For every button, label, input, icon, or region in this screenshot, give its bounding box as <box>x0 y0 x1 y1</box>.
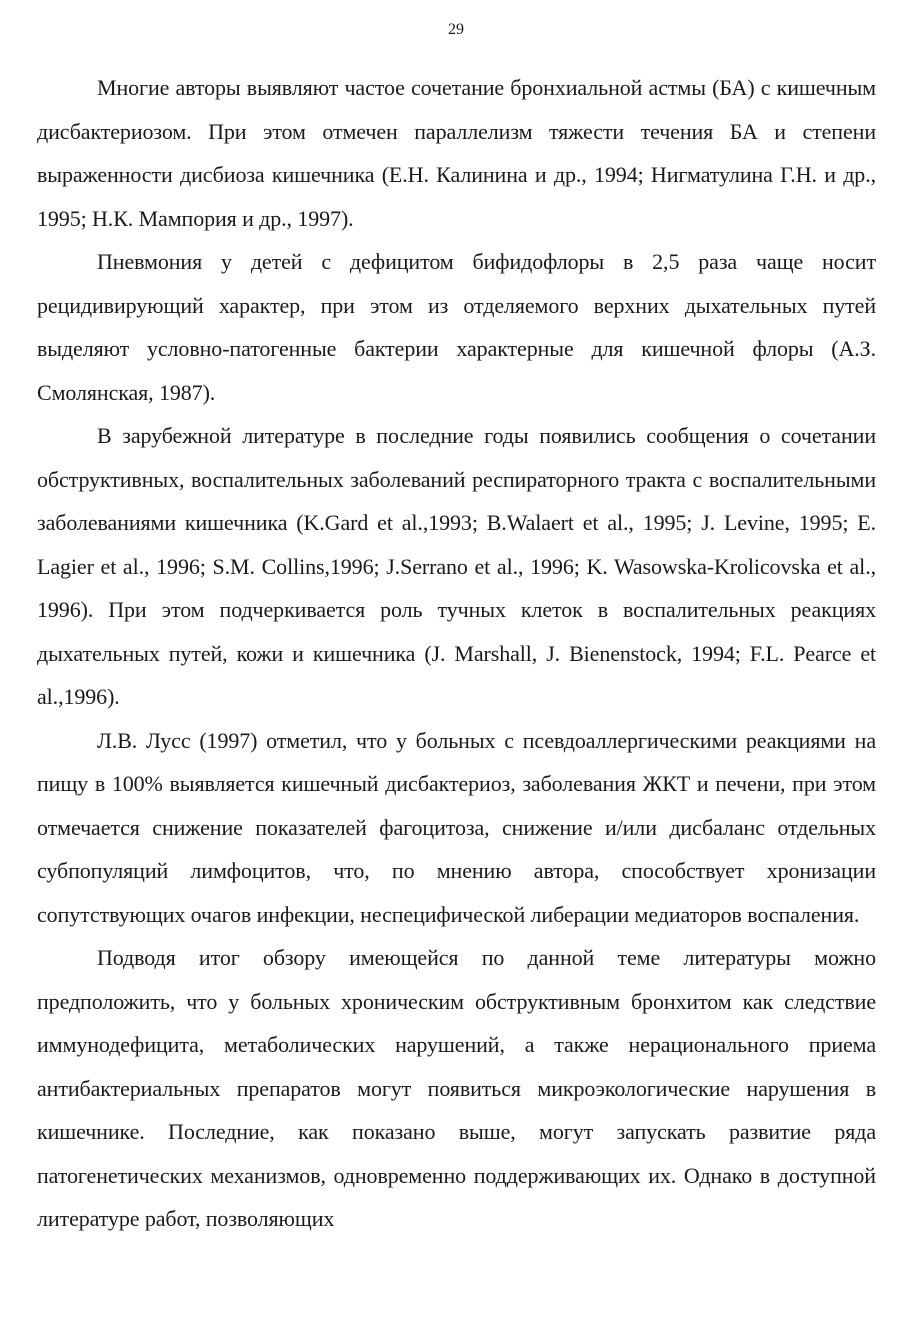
paragraph-5: Подводя итог обзору имеющейся по данной теме литературы можно предположить, что у больных хроническим обструктивным бронхитом как следствие иммунодефицита, метаболических нарушений, а также нерационального приема антибактериальных препаратов могут появиться микроэкологические нарушения в кишечнике. Последние, как показано выше, могут запускать развитие ряда патогенетических механизмов, одновременно поддерживающих их. Однако в доступной литературе работ, позволяющих <box>37 945 876 1231</box>
document-body <box>37 66 876 1241</box>
page-number: 29 <box>448 21 464 38</box>
paragraph-1: Многие авторы выявляют частое сочетание бронхиальной астмы (БА) с кишечным дисбактериозом. При этом отмечен параллелизм тяжести течения БА и степени выраженности дисбиоза кишечника (Е.Н. Калинина и др., 1994; Нигматулина Г.Н. и др., 1995; Н.К. Мампория и др., 1997). <box>37 75 876 231</box>
paragraph-4: Л.В. Лусс (1997) отметил, что у больных с псевдоаллергическими реакциями на пищу в 100% выявляется кишечный дисбактериоз, заболевания ЖКТ и печени, при этом отмечается снижение показателей фагоцитоза, снижение и/или дисбаланс отдельных субпопуляций лимфоцитов, что, по мнению автора, способствует хронизации сопутствующих очагов инфекции, неспецифической либерации медиаторов воспаления. <box>37 727 876 927</box>
paragraph-2: Пневмония у детей с дефицитом бифидофлоры в 2,5 раза чаще носит рецидивирующий характер, при этом из отделяемого верхних дыхательных путей выделяют условно-патогенные бактерии характерные для кишечной флоры (А.З. Смолянская, 1987). <box>37 249 876 405</box>
paragraph-3: В зарубежной литературе в последние годы появились сообщения о сочетании обструктивных, воспалительных заболеваний респираторного тракта с воспалительными заболеваниями кишечника (K.Gard et al.,1993; B.Walaert et al., 1995; J. Levine, 1995; E. Lagier et al., 1996; S.M. Collins,1996; J.Serrano et al., 1996; K. Wasowska-Krolicovska et al., 1996). При этом подчеркивается роль тучных клеток в воспалительных реакциях дыхательных путей, кожи и кишечника (J. Marshall, J. Bienenstock, 1994; F.L. Pearce et al.,1996). <box>37 423 876 709</box>
